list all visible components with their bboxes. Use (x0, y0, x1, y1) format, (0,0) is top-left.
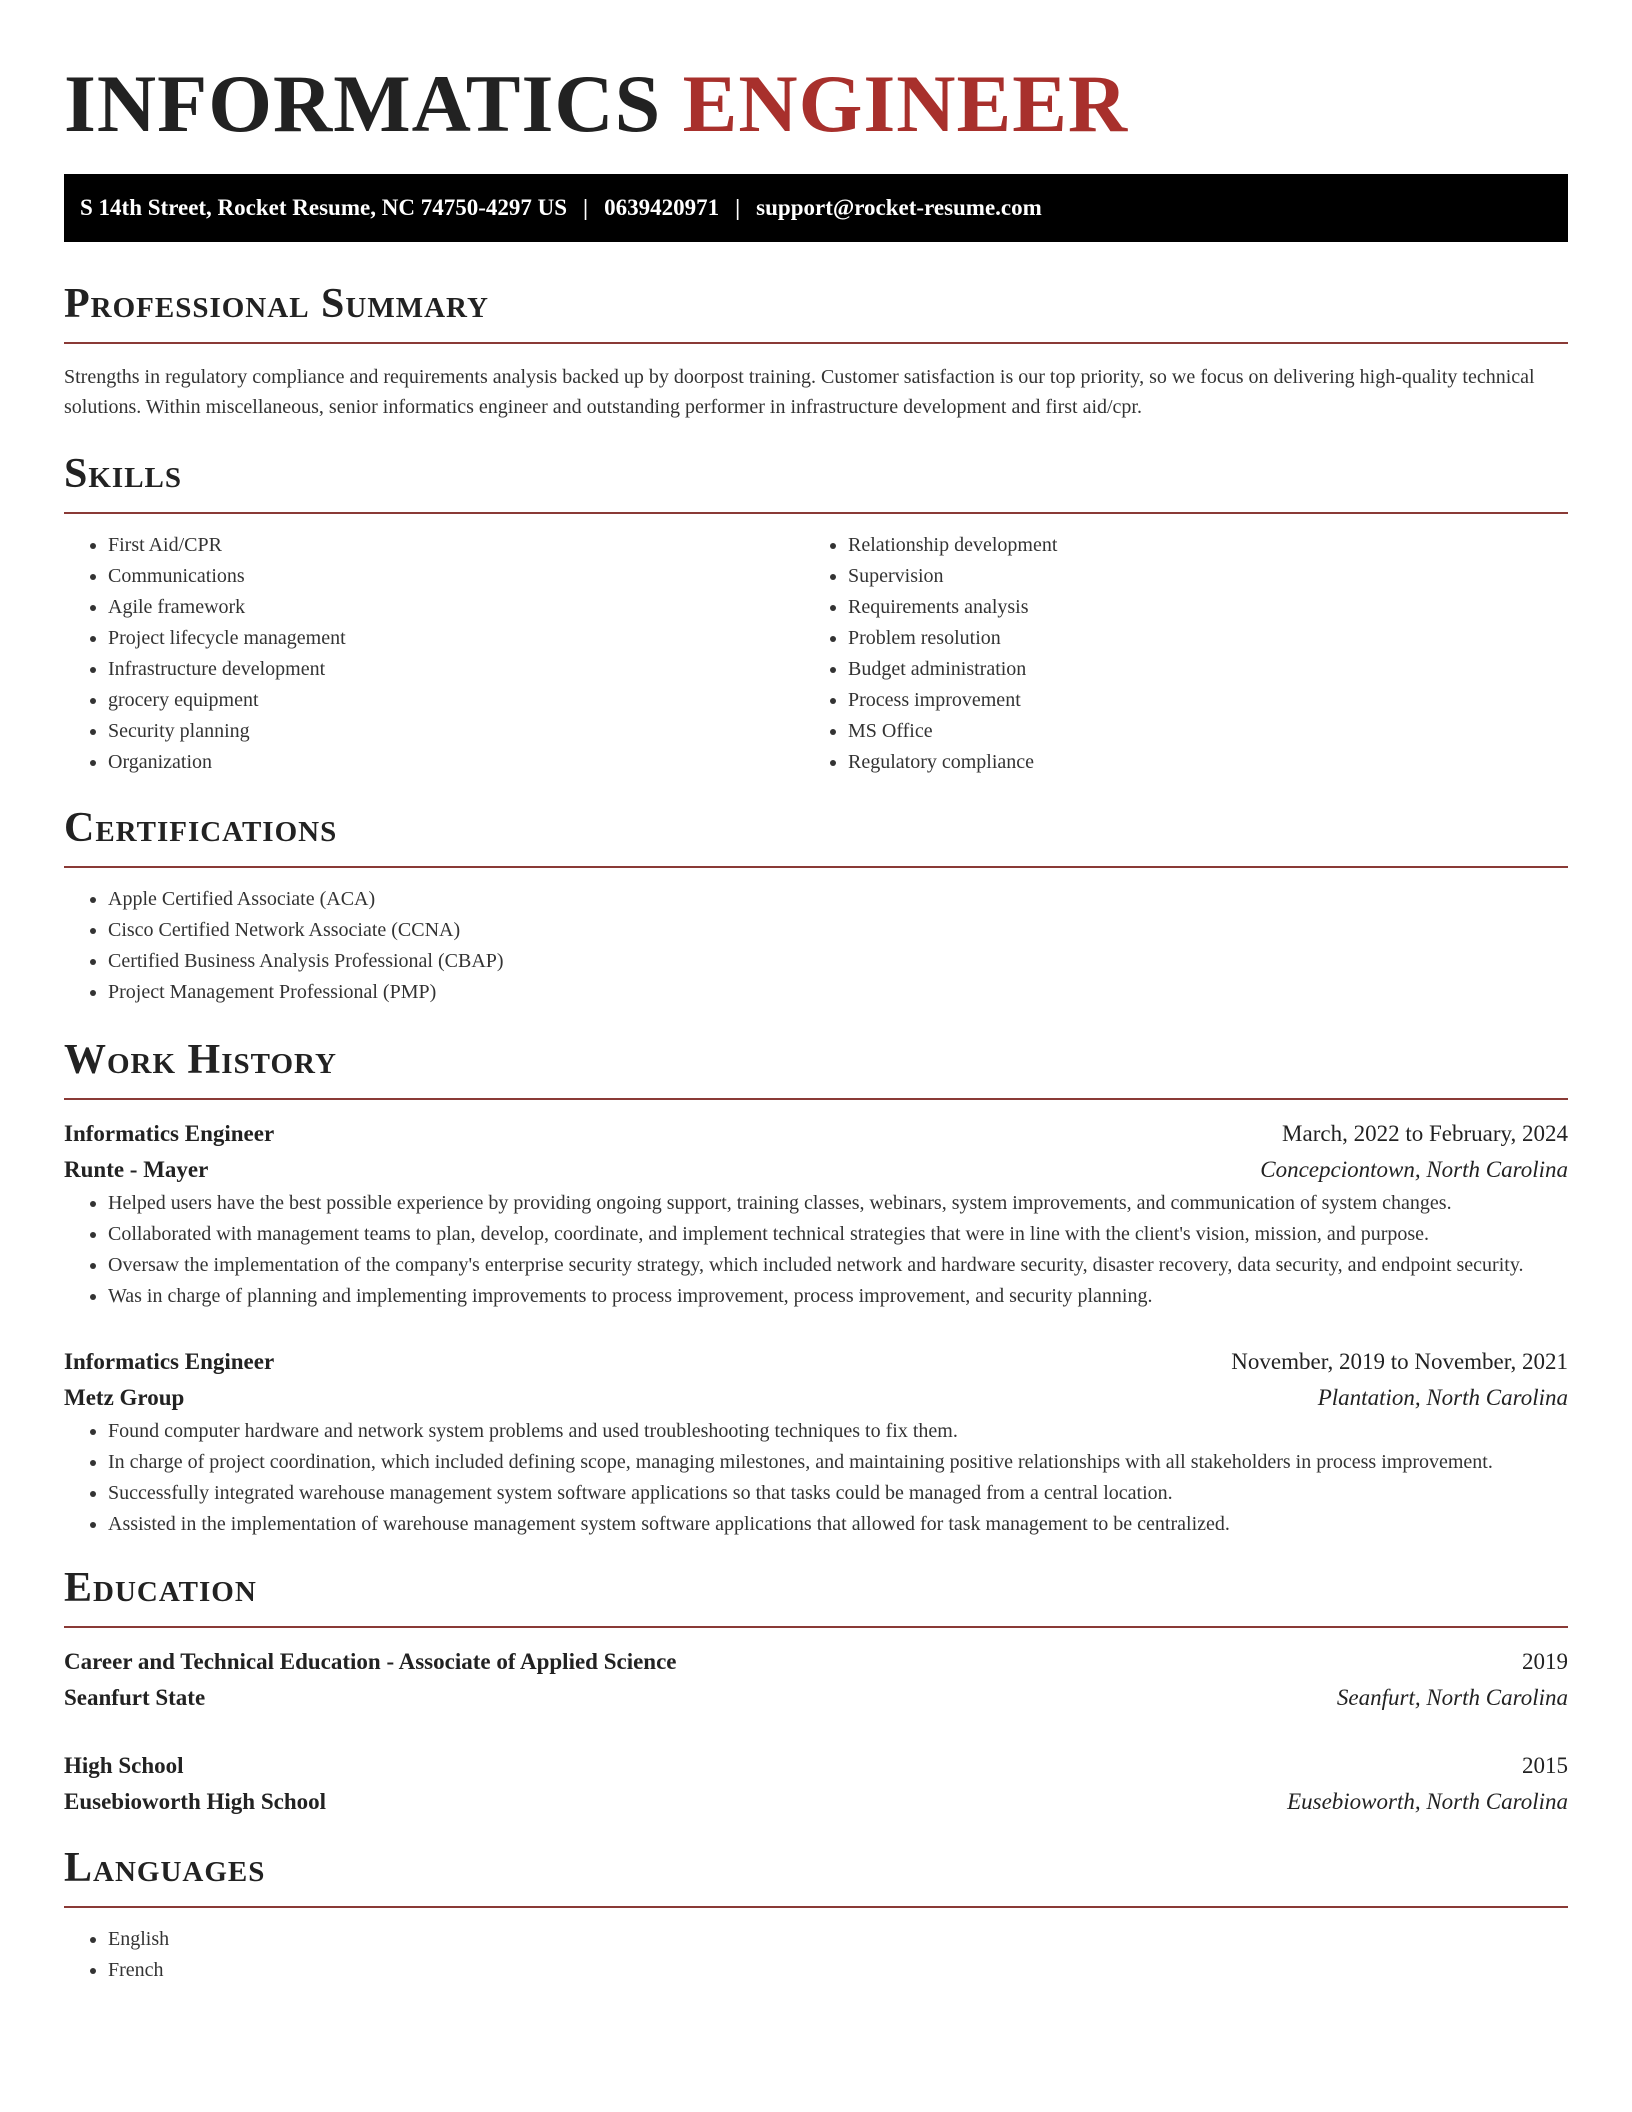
section-divider (64, 512, 1568, 514)
education-entry (64, 1644, 1568, 1716)
skill-item: • Communications (108, 561, 804, 592)
school-location: Seanfurt, North Carolina (1336, 1685, 1568, 1710)
certifications-list (64, 884, 1568, 1008)
education-entry (64, 1748, 1568, 1820)
skill-item: • grocery equipment (108, 685, 804, 716)
job-duty: • Was in charge of planning and implementing improvements to process improvement, process improvement, and security planning. (108, 1281, 1568, 1312)
skill-item: • Relationship development (848, 530, 1544, 561)
skills-section (64, 450, 1568, 778)
section-divider (64, 1098, 1568, 1100)
graduation-year: 2019 (1522, 1649, 1568, 1674)
job-duty: • Helped users have the best possible experience by providing ongoing support, training classes, webinars, system improvements, and communication of system changes. (108, 1188, 1568, 1219)
job-entry (64, 1116, 1568, 1312)
job-location: Concepciontown, North Carolina (1260, 1157, 1568, 1182)
school-name: Seanfurt State (64, 1685, 206, 1710)
contact-email[interactable]: support@rocket-resume.com (756, 195, 1042, 220)
job-company-row (64, 1380, 1568, 1416)
skills-column-left (64, 530, 804, 778)
skill-item: • Supervision (848, 561, 1544, 592)
skill-item: • Agile framework (108, 592, 804, 623)
languages-section (64, 1844, 1568, 1986)
summary-section (64, 280, 1568, 422)
job-entry (64, 1344, 1568, 1540)
skill-item: • Regulatory compliance (848, 747, 1544, 778)
name-second: ENGINEER (682, 58, 1129, 149)
job-duty: • Assisted in the implementation of warehouse management system software applications that allowed for task management to be centralized. (108, 1509, 1568, 1540)
resume-name (64, 0, 1568, 150)
job-dates: November, 2019 to November, 2021 (1231, 1349, 1568, 1374)
education-school-row (64, 1680, 1568, 1716)
job-header-row (64, 1344, 1568, 1380)
school-location: Eusebioworth, North Carolina (1287, 1789, 1568, 1814)
skills-list-right (804, 530, 1544, 778)
language-item: • English (108, 1924, 1568, 1955)
contact-address: S 14th Street, Rocket Resume, NC 74750-4297 US (80, 195, 567, 220)
skill-item: • Process improvement (848, 685, 1544, 716)
certification-item: • Apple Certified Associate (ACA) (108, 884, 1568, 915)
education-section (64, 1564, 1568, 1820)
skills-column-right (804, 530, 1544, 778)
name-first: INFORMATICS (64, 58, 662, 149)
skill-item: • Project lifecycle management (108, 623, 804, 654)
skill-item: • Requirements analysis (848, 592, 1544, 623)
education-school-row (64, 1784, 1568, 1820)
certifications-section (64, 804, 1568, 1008)
skill-item: • First Aid/CPR (108, 530, 804, 561)
job-dates: March, 2022 to February, 2024 (1282, 1121, 1568, 1146)
work-history-section (64, 1036, 1568, 1540)
skill-item: • Security planning (108, 716, 804, 747)
languages-heading: Languages (64, 1845, 266, 1891)
section-divider (64, 1906, 1568, 1908)
degree-name: High School (64, 1753, 184, 1778)
contact-separator: | (735, 195, 741, 220)
contact-bar (64, 174, 1568, 242)
job-duties-list (64, 1188, 1568, 1312)
certification-item: • Project Management Professional (PMP) (108, 977, 1568, 1008)
skills-list-left (64, 530, 804, 778)
skill-item: • Problem resolution (848, 623, 1544, 654)
job-duty: • Successfully integrated warehouse management system software applications so that tasks could be managed from a central location. (108, 1478, 1568, 1509)
contact-separator: | (583, 195, 589, 220)
certification-item: • Certified Business Analysis Professional (CBAP) (108, 946, 1568, 977)
job-company: Runte - Mayer (64, 1157, 209, 1182)
certification-item: • Cisco Certified Network Associate (CCNA) (108, 915, 1568, 946)
graduation-year: 2015 (1522, 1753, 1568, 1778)
section-divider (64, 866, 1568, 868)
education-header-row (64, 1748, 1568, 1784)
summary-heading: Professional Summary (64, 281, 489, 327)
work-history-heading: Work History (64, 1037, 337, 1083)
resume-page (64, 0, 1568, 1986)
job-location: Plantation, North Carolina (1317, 1385, 1568, 1410)
skills-columns (64, 530, 1568, 778)
job-company-row (64, 1152, 1568, 1188)
skills-heading: Skills (64, 451, 183, 497)
languages-list (64, 1924, 1568, 1986)
education-heading: Education (64, 1565, 257, 1611)
job-duty: • In charge of project coordination, which included defining scope, managing milestones, and maintaining positive relationships with all stakeholders in process improvement. (108, 1447, 1568, 1478)
skill-item: • Organization (108, 747, 804, 778)
job-duty: • Found computer hardware and network system problems and used troubleshooting techniques to fix them. (108, 1416, 1568, 1447)
certifications-heading: Certifications (64, 805, 338, 851)
contact-phone: 0639420971 (604, 195, 720, 220)
job-title: Informatics Engineer (64, 1121, 275, 1146)
job-header-row (64, 1116, 1568, 1152)
section-divider (64, 342, 1568, 344)
degree-name: Career and Technical Education - Associate of Applied Science (64, 1649, 677, 1674)
school-name: Eusebioworth High School (64, 1789, 326, 1814)
job-duty: • Oversaw the implementation of the company's enterprise security strategy, which included network and hardware security, disaster recovery, data security, and endpoint security. (108, 1250, 1568, 1281)
language-item: • French (108, 1955, 1568, 1986)
job-company: Metz Group (64, 1385, 185, 1410)
skill-item: • Budget administration (848, 654, 1544, 685)
summary-text: Strengths in regulatory compliance and requirements analysis backed up by doorpost training. Customer satisfaction is our top priority, so we focus on delivering high-quality technical solutions. Within miscellaneous, senior informatics engineer and outstanding performer in infrastructure development and first aid/cpr. (64, 366, 1535, 418)
skill-item: • Infrastructure development (108, 654, 804, 685)
job-title: Informatics Engineer (64, 1349, 275, 1374)
job-duties-list (64, 1416, 1568, 1540)
education-header-row (64, 1644, 1568, 1680)
section-divider (64, 1626, 1568, 1628)
job-duty: • Collaborated with management teams to plan, develop, coordinate, and implement technical strategies that were in line with the client's vision, mission, and purpose. (108, 1219, 1568, 1250)
skill-item: • MS Office (848, 716, 1544, 747)
